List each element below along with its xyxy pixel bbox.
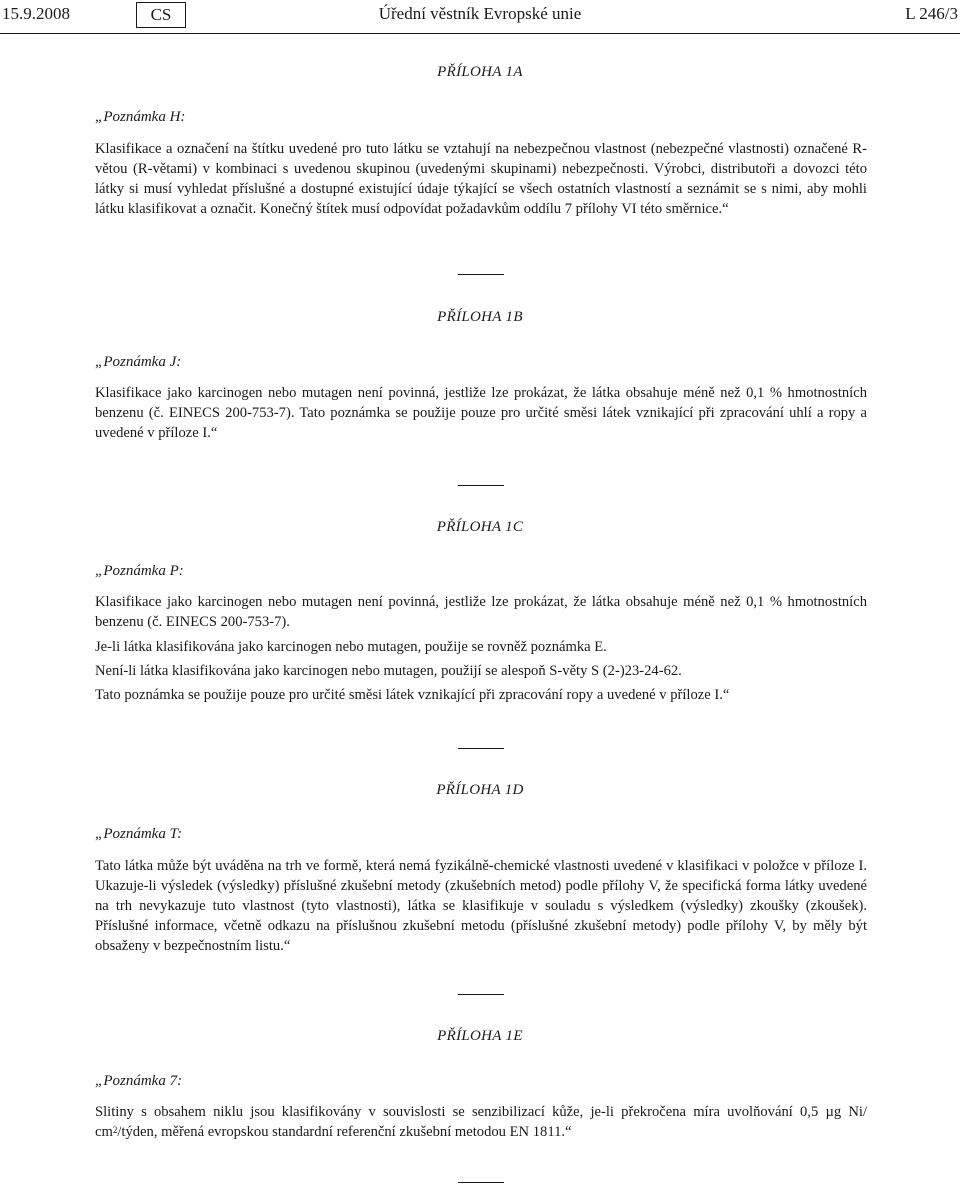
note-label: „Poznámka J:: [95, 354, 182, 370]
section-divider: [458, 748, 504, 749]
note-label: „Poznámka 7:: [95, 1073, 183, 1089]
note-paragraph: Není-li látka klasifikována jako karcinogen nebo mutagen, použijí se alespoň S-věty S (2-)23-24-62.: [95, 663, 682, 679]
annex-title: PŘÍLOHA 1B: [437, 309, 523, 325]
section-divider: [458, 1182, 504, 1183]
note-paragraph: Klasifikace jako karcinogen nebo mutagen není povinná, jestliže lze prokázat, že látka obsahuje méně než 0,1 % hmotnostních benzenu (č. EINECS 200-753-7). Tato poznámka se použije pouze pro určité směsi látek vznikající při zpracování uhlí a ropy a uvedené v příloze I.“: [95, 385, 867, 441]
note-paragraph: Klasifikace a označení na štítku uvedené pro tuto látku se vztahují na nebezpečnou vlastnost (nebezpečné vlastnosti) označené R-větou (R-větami) v kombinaci s uvedenou skupinou (uvedenými skupinami) nebezpečnosti. Výrobci, distributoři a dovozci této látky si musí vyhledat příslušné a dostupné existující údaje týkající se všech ostatních vlastností a seznámit se s nimi, aby mohli látku klasifikovat a označit. Konečný štítek musí odpovídat požadavkům oddílu 7 přílohy VI této směrnice.“: [95, 141, 867, 217]
superscript-exponent: 2: [112, 1125, 118, 1135]
journal-title: Úřední věstník Evropské unie: [378, 4, 582, 23]
annex-title: PŘÍLOHA 1D: [436, 782, 524, 798]
note-paragraph: Tato poznámka se použije pouze pro určité směsi látek vznikající při zpracování ropy a uvedené v příloze I.“: [95, 687, 730, 703]
annex-title: PŘÍLOHA 1E: [437, 1028, 523, 1044]
note-label: „Poznámka H:: [95, 109, 186, 125]
publication-date: 15.9.2008: [2, 4, 70, 23]
language-code-box: CS: [136, 2, 186, 28]
section-divider: [458, 994, 504, 995]
page-header: [0, 0, 960, 34]
annex-title: PŘÍLOHA 1C: [436, 519, 524, 535]
note-label: „Poznámka T:: [95, 826, 183, 842]
note-label: „Poznámka P:: [95, 563, 184, 579]
note-paragraph: Je-li látka klasifikována jako karcinogen nebo mutagen, použije se rovněž poznámka E.: [95, 639, 607, 655]
page-reference: L 246/3: [905, 4, 958, 23]
annex-title: PŘÍLOHA 1A: [437, 64, 523, 80]
note-paragraph: Klasifikace jako karcinogen nebo mutagen není povinná, jestliže lze prokázat, že látka obsahuje méně než 0,1 % hmotnostních benzenu (č. EINECS 200-753-7).: [95, 594, 867, 630]
section-divider: [458, 485, 504, 486]
header-rule: [0, 33, 960, 34]
paragraph-text: Slitiny s obsahem niklu jsou klasifikovány v souvislosti se senzibilizací kůže, je-li překročena míra uvolňování 0,5 µg Ni/ cm: [95, 1104, 867, 1140]
section-divider: [458, 274, 504, 275]
paragraph-text: /týden, měřená evropskou standardní referenční zkušební metodou EN 1811.“: [117, 1124, 572, 1140]
note-paragraph: [95, 1102, 867, 1142]
note-paragraph: Tato látka může být uváděna na trh ve formě, která nemá fyzikálně-chemické vlastnosti uvedené v klasifikaci v položce v příloze I. Ukazuje-li výsledek (výsledky) příslušné zkušební metody (zkušebních metod) podle přílohy V, že specifická forma látky uvedené na trh nevykazuje tuto vlastnost (tyto vlastnosti), látka se klasifikuje v souladu s výsledkem (výsledky) zkoušky (zkoušek). Příslušné informace, včetně odkazu na příslušnou zkušební metodu (příslušné zkušební metody) podle přílohy V, by měly být obsaženy v bezpečnostním listu.“: [95, 858, 867, 954]
